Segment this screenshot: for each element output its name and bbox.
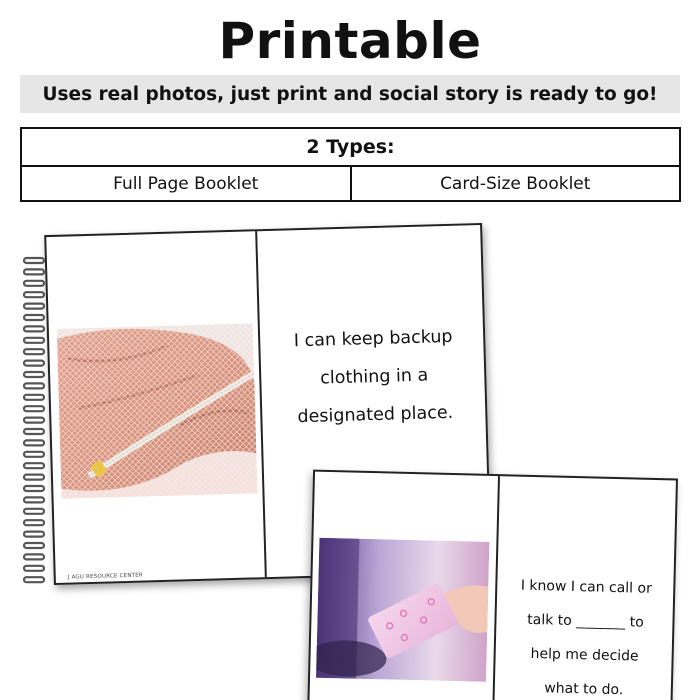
spiral-coil <box>24 349 44 354</box>
spiral-coil <box>24 577 44 582</box>
spiral-coil <box>24 315 44 320</box>
page-divider <box>255 231 267 577</box>
spiral-coil <box>24 532 44 537</box>
story-line: what to do. <box>544 680 624 699</box>
credit-text: J AGU RESOURCE CENTER <box>67 572 143 581</box>
spiral-coil <box>24 475 44 480</box>
spiral-coil <box>24 418 44 423</box>
spiral-coil <box>24 304 44 309</box>
spiral-coil <box>24 406 44 411</box>
spiral-coil <box>24 269 44 274</box>
spiral-coil <box>24 292 44 297</box>
type-card-size-booklet: Card-Size Booklet <box>350 167 680 200</box>
spiral-coil <box>24 395 44 400</box>
spiral-coil <box>24 520 44 525</box>
mesh-laundry-bag-photo <box>57 323 258 498</box>
spiral-coil <box>24 429 44 434</box>
spiral-coil <box>24 497 44 502</box>
spiral-coil <box>24 486 44 491</box>
types-heading: 2 Types: <box>22 129 679 167</box>
subtitle-banner <box>20 75 680 113</box>
spiral-coil <box>24 258 44 263</box>
types-table <box>20 127 681 202</box>
story-text <box>267 317 482 437</box>
page-title: Printable <box>218 12 482 70</box>
story-line: I can keep backup <box>293 326 453 352</box>
spiral-binding-icon <box>22 254 46 586</box>
subtitle-text: Uses real photos, just print and social story is ready to go! <box>42 83 658 105</box>
spiral-coil <box>24 383 44 388</box>
spiral-coil <box>24 463 44 468</box>
story-line: help me decide <box>530 645 639 665</box>
spiral-coil <box>24 281 44 286</box>
spiral-coil <box>24 554 44 559</box>
spiral-coil <box>24 440 44 445</box>
type-full-page-booklet: Full Page Booklet <box>113 173 259 194</box>
spiral-coil <box>24 509 44 514</box>
spiral-coil <box>24 543 44 548</box>
story-line: designated place. <box>297 402 454 428</box>
hand-holding-pad-photo <box>316 538 489 682</box>
card-size-booklet-preview <box>307 470 678 700</box>
spiral-coil <box>24 372 44 377</box>
story-line: I know I can call or <box>520 577 653 597</box>
spiral-coil <box>24 361 44 366</box>
spiral-coil <box>24 452 44 457</box>
story-text <box>497 568 672 700</box>
types-row <box>22 167 679 200</box>
spiral-coil <box>24 566 44 571</box>
spiral-coil <box>24 338 44 343</box>
story-line: talk to _______ to <box>527 611 644 631</box>
story-line: clothing in a <box>320 365 429 389</box>
spiral-coil <box>24 326 44 331</box>
